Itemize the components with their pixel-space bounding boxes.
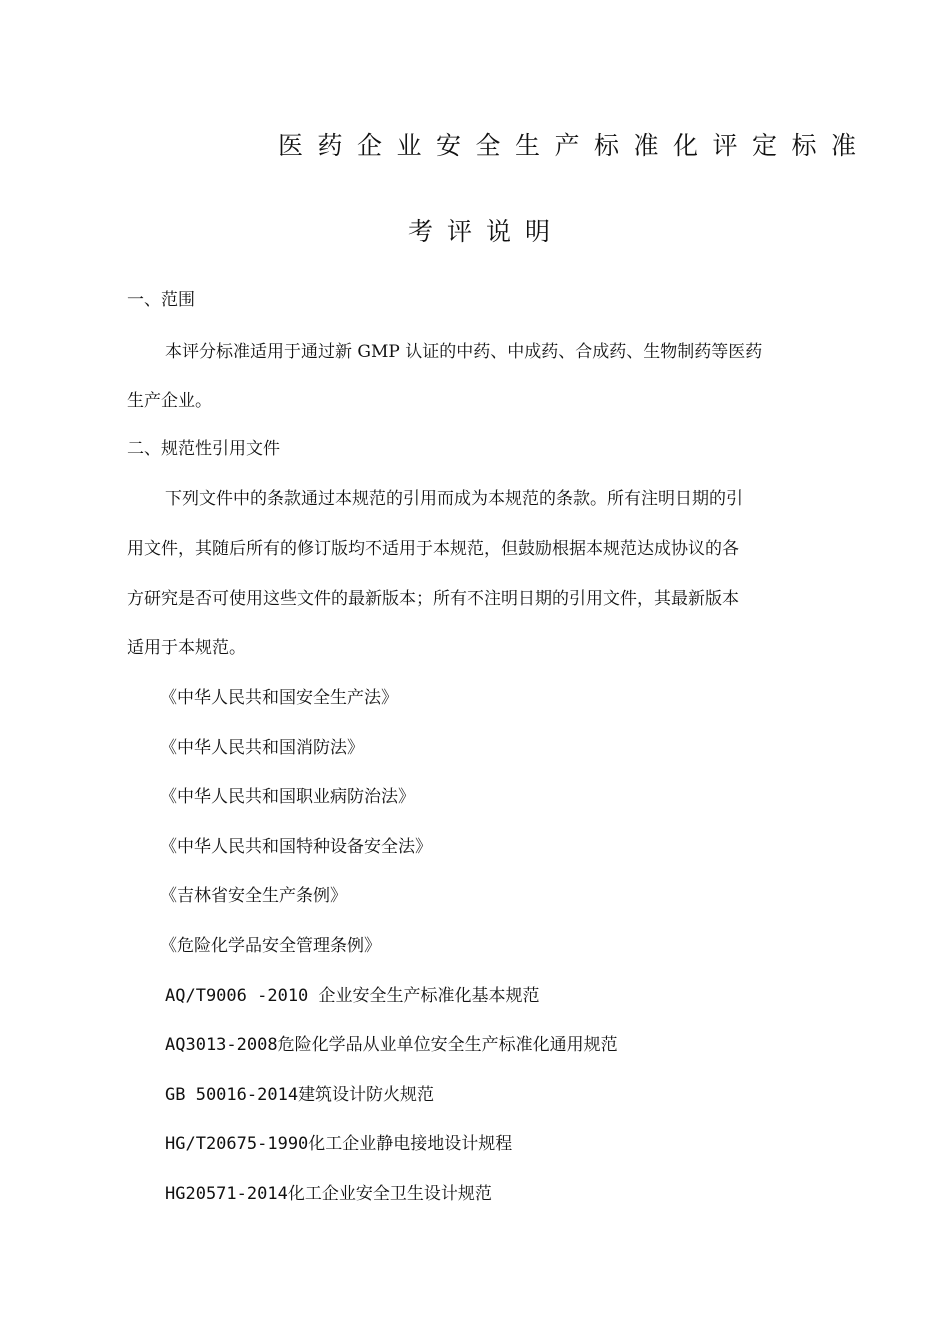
paragraph-line: 本评分标准适用于通过新 GMP 认证的中药、中成药、合成药、生物制药等医药 (165, 342, 763, 362)
standard-name: 建筑设计防火规范 (298, 1085, 435, 1105)
standard-name: 企业安全生产标准化基本规范 (318, 986, 540, 1006)
document-title: 医药企业安全生产标准化评定标准 (278, 131, 871, 160)
reference-law: 《中华人民共和国职业病防治法》 (160, 787, 415, 807)
reference-standard (165, 1182, 492, 1206)
reference-standard (165, 1033, 618, 1057)
document-subtitle: 考评说明 (408, 217, 565, 246)
reference-law: 《吉林省安全生产条例》 (160, 886, 347, 906)
section-heading-scope: 一、范围 (127, 290, 195, 310)
standard-code: AQ/T9006 -2010 (165, 986, 319, 1006)
standard-code: AQ3013-2008 (165, 1035, 278, 1055)
standard-code: GB 50016-2014 (165, 1085, 299, 1105)
standard-name: 危险化学品从业单位安全生产标准化通用规范 (277, 1035, 618, 1055)
paragraph-line: 适用于本规范。 (127, 638, 246, 658)
reference-law: 《中华人民共和国特种设备安全法》 (160, 837, 432, 857)
reference-law: 《中华人民共和国消防法》 (160, 738, 364, 758)
reference-law: 《中华人民共和国安全生产法》 (160, 688, 398, 708)
standard-name: 化工企业安全卫生设计规范 (287, 1184, 492, 1204)
reference-law: 《危险化学品安全管理条例》 (160, 936, 381, 956)
standard-code: HG20571-2014 (165, 1184, 288, 1204)
reference-standard (165, 984, 540, 1008)
reference-standard (165, 1083, 434, 1107)
paragraph-line: 用文件，其随后所有的修订版均不适用于本规范，但鼓励根据本规范达成协议的各 (127, 539, 739, 559)
paragraph-line: 生产企业。 (127, 391, 212, 411)
reference-standard (165, 1132, 512, 1156)
paragraph-line: 方研究是否可使用这些文件的最新版本；所有不注明日期的引用文件，其最新版本 (127, 589, 739, 609)
standard-name: 化工企业静电接地设计规程 (308, 1134, 513, 1154)
standard-code: HG/T20675-1990 (165, 1134, 309, 1154)
paragraph-line: 下列文件中的条款通过本规范的引用而成为本规范的条款。所有注明日期的引 (165, 489, 743, 509)
section-heading-references: 二、规范性引用文件 (127, 439, 280, 459)
